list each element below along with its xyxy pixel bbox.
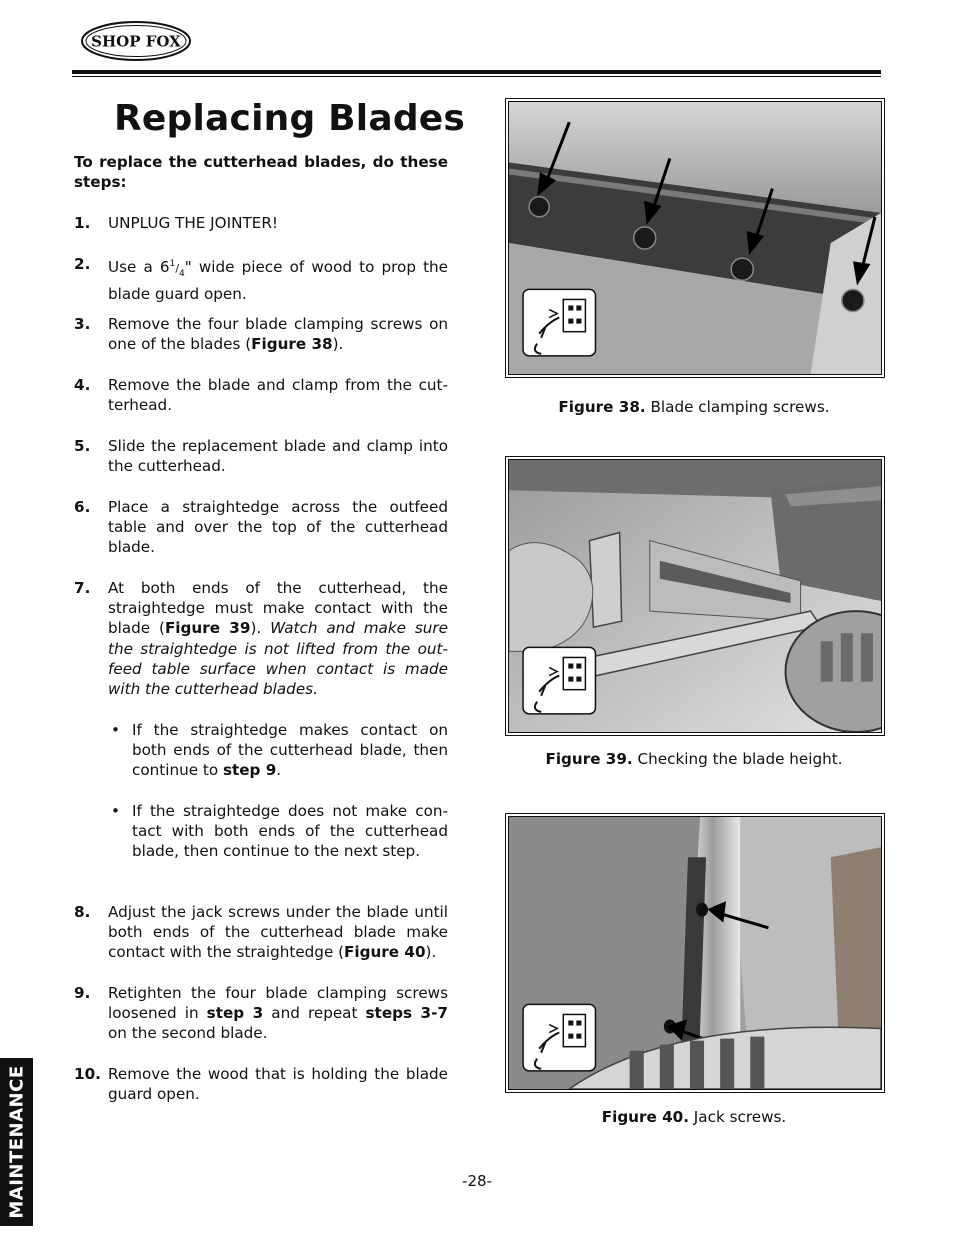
- bullet-contact: • If the straightedge makes contact on both ends of the cutterhead blade, then continue to step 9.: [111, 721, 448, 780]
- svg-text:SHOP FOX: SHOP FOX: [91, 32, 181, 51]
- step-7: 7. At both ends of the cutterhead, the straightedge must make contact with the blade (Figure 39). Watch and make sure the straightedge is not lifted from the out-feed table surface when contact is made with the cutterhead blades.: [74, 579, 448, 699]
- figure-40-photo: [505, 813, 885, 1093]
- step-3: 3. Remove the four blade clamping screws on one of the blades (Figure 38).: [74, 315, 448, 354]
- unplug-icon: [523, 1004, 595, 1070]
- page-title: Replacing Blades: [114, 98, 466, 139]
- unplug-icon: [523, 647, 595, 713]
- instructions-column: [74, 152, 449, 1104]
- step-2: 2. Use a $6^1/_4$" wide piece of wood to prop the blade guard open.: [74, 255, 449, 304]
- page-number: -28-: [462, 1172, 492, 1190]
- bullet-no-contact: • If the straightedge does not make con-tact with both ends of the cutterhead blade, then continue to the next step.: [111, 802, 448, 861]
- figure-39-caption: Figure 39. Checking the blade height.: [545, 750, 843, 768]
- step-9: 9. Retighten the four blade clamping screws loosened in step 3 and repeat steps 3-7 on the second blade.: [74, 984, 448, 1043]
- step-10: 10. Remove the wood that is holding the blade guard open.: [74, 1065, 448, 1104]
- figure-38-photo: [505, 98, 885, 378]
- step-4: 4. Remove the blade and clamp from the cut-terhead.: [74, 376, 448, 415]
- figure-38-caption: Figure 38. Blade clamping screws.: [558, 398, 830, 416]
- shop-fox-logo: [80, 20, 192, 62]
- header-rule: [72, 70, 881, 74]
- maintenance-section-tab: MAINTENANCE: [0, 1058, 33, 1226]
- figure-39-photo: [505, 456, 885, 736]
- step-6: 6. Place a straightedge across the outfeed table and over the top of the cutterhead blade.: [74, 498, 448, 557]
- intro-text: To replace the cutterhead blades, do these steps:: [74, 153, 448, 192]
- step-1: 1. UNPLUG THE JOINTER!: [74, 214, 278, 232]
- header-rule-thin: [72, 76, 881, 77]
- unplug-icon: [523, 289, 595, 355]
- step-5: 5. Slide the replacement blade and clamp into the cutterhead.: [74, 437, 448, 476]
- figure-40-caption: Figure 40. Jack screws.: [601, 1108, 787, 1126]
- step-8: 8. Adjust the jack screws under the blade until both ends of the cutterhead blade make contact with the straightedge (Figure 40).: [74, 903, 448, 962]
